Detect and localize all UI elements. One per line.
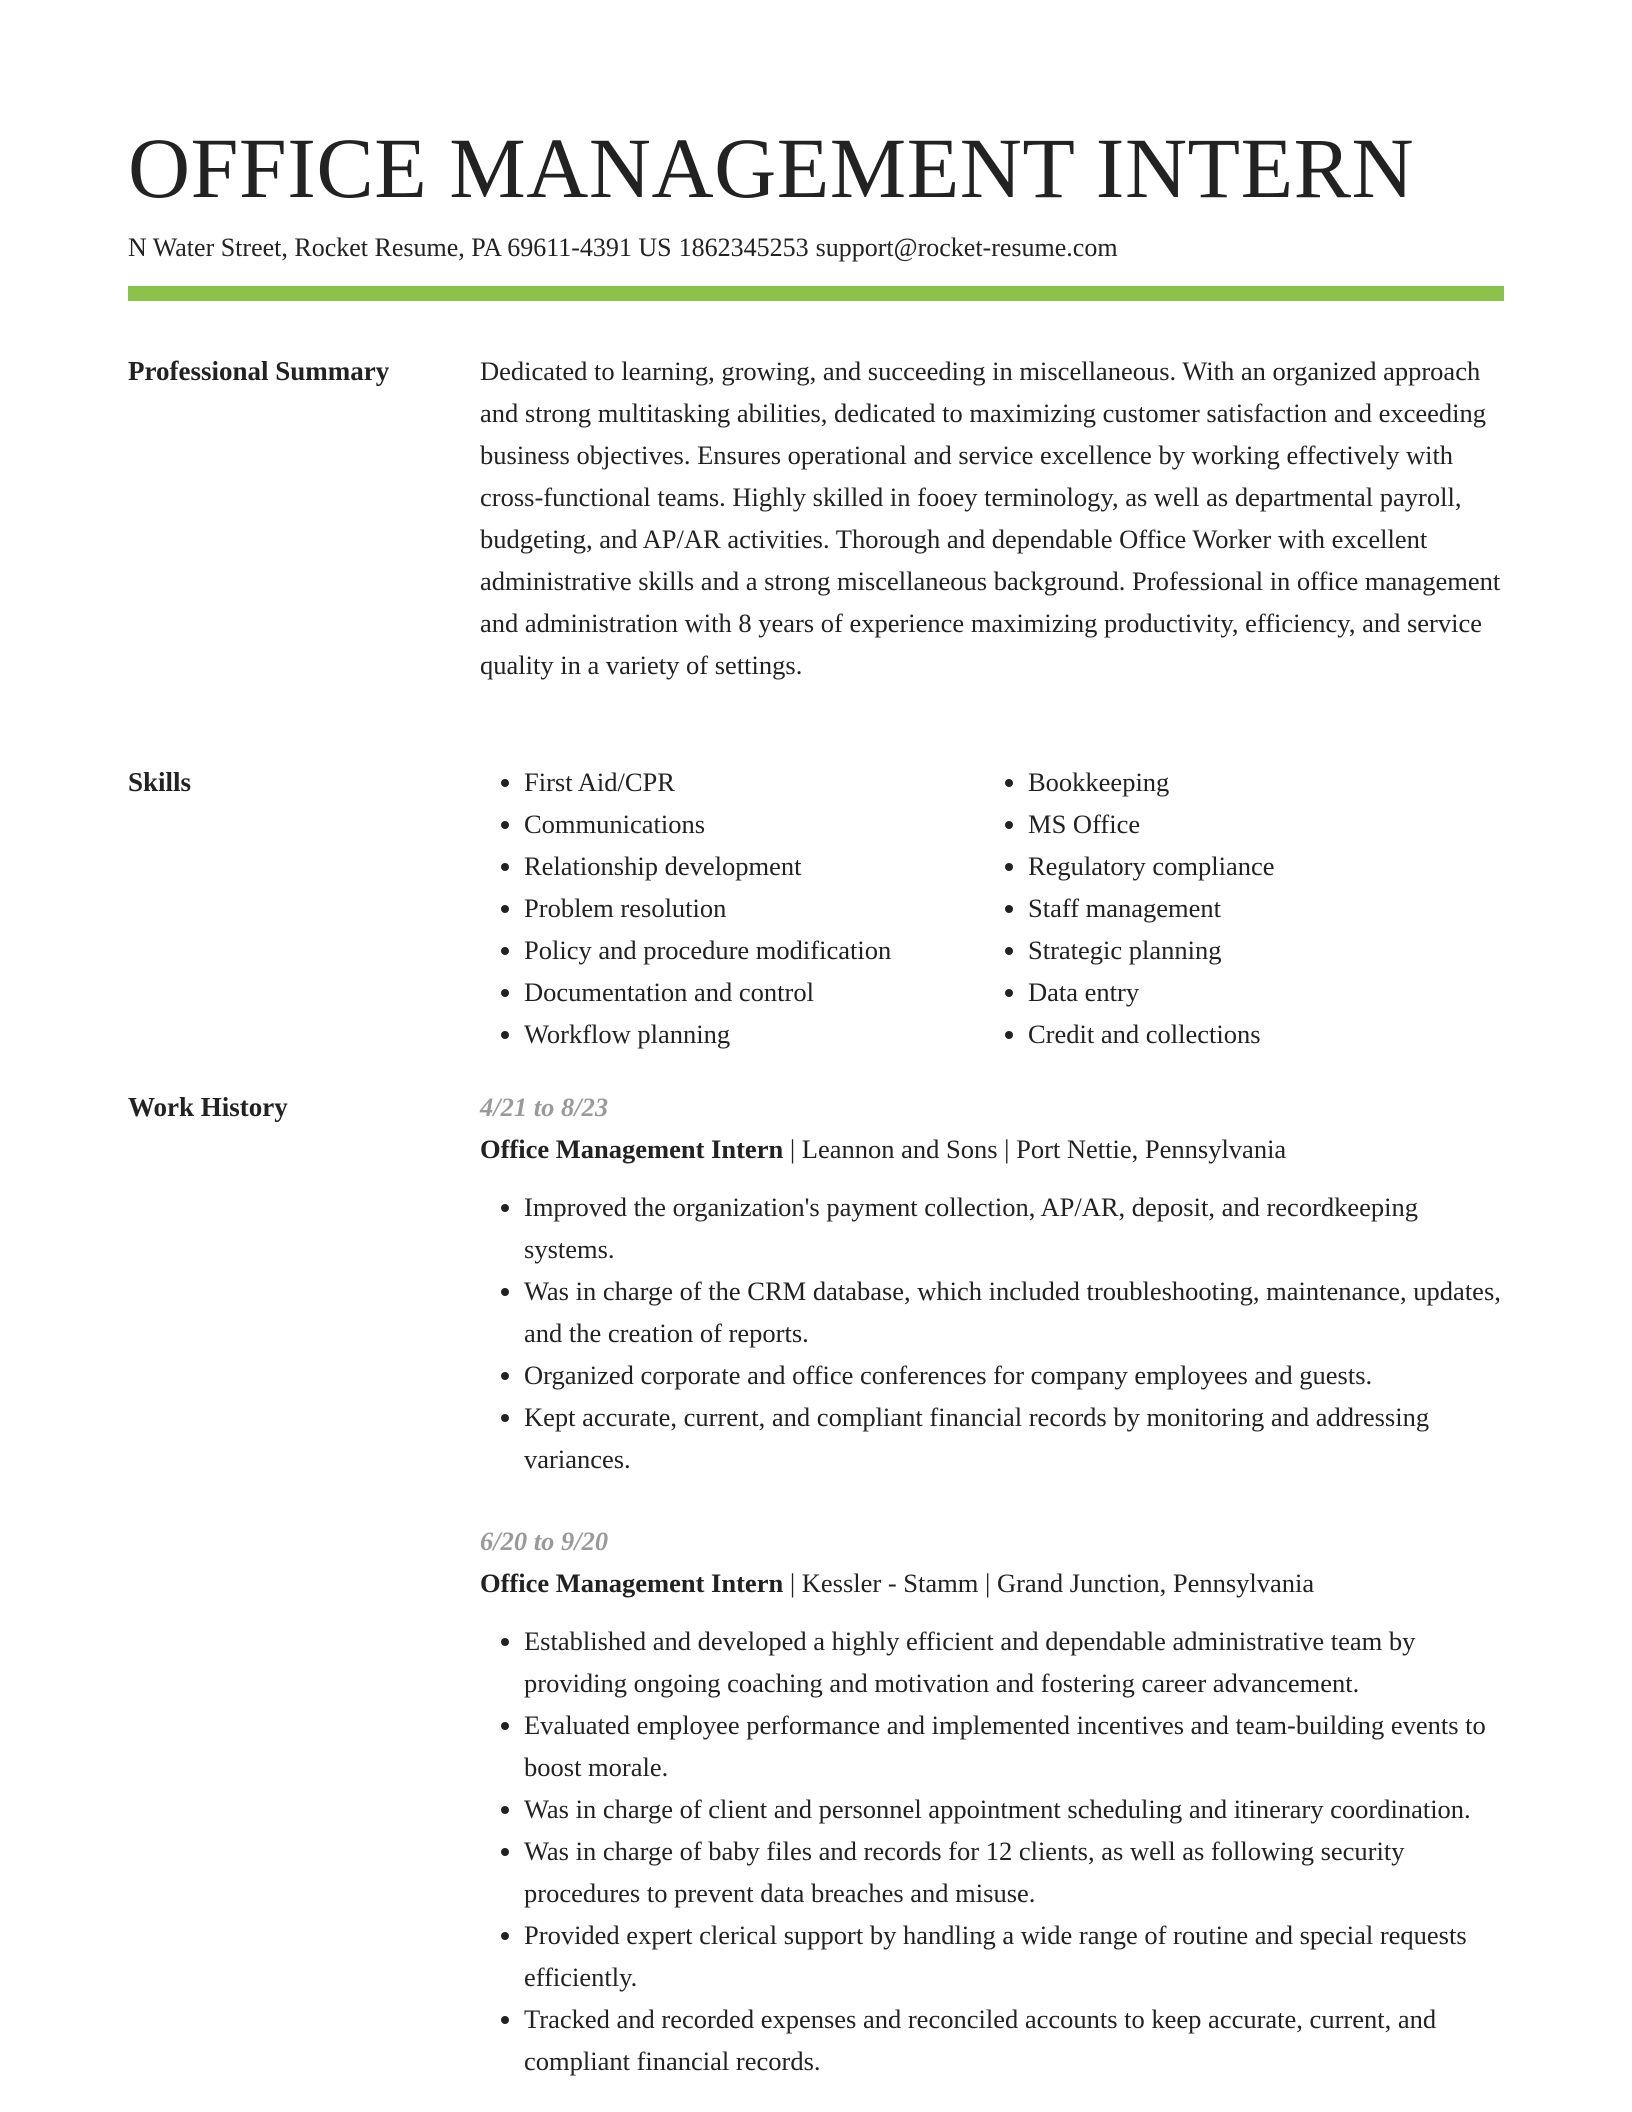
candidate-name: OFFICE MANAGEMENT INTERN (128, 120, 1415, 216)
skills-columns (480, 761, 1504, 1055)
skill-item: • Regulatory compliance (1028, 845, 1488, 887)
job-bullet: • Was in charge of baby files and records for 12 clients, as well as following security procedures to prevent data breaches and misuse. (524, 1830, 1504, 1914)
skill-item: • First Aid/CPR (524, 761, 984, 803)
skills-heading: Skills (128, 767, 192, 797)
job-title-line (480, 1562, 1504, 1604)
job-employer-location: | Kessler - Stamm | Grand Junction, Pennsylvania (783, 1568, 1315, 1598)
job-bullet: • Established and developed a highly efficient and dependable administrative team by providing ongoing coaching and motivation and fostering career advancement. (524, 1620, 1504, 1704)
job-dates: 4/21 to 8/23 (480, 1092, 609, 1122)
job-bullet: • Tracked and recorded expenses and reconciled accounts to keep accurate, current, and compliant financial records. (524, 1998, 1504, 2082)
job-bullet: • Provided expert clerical support by handling a wide range of routine and special requests efficiently. (524, 1914, 1504, 1998)
job-title: Office Management Intern (480, 1134, 784, 1164)
skill-item: • Problem resolution (524, 887, 984, 929)
work-history-body (480, 1086, 1504, 2082)
skill-item: • Communications (524, 803, 984, 845)
skill-item: • Data entry (1028, 971, 1488, 1013)
job-bullet: • Kept accurate, current, and compliant financial records by monitoring and addressing variances. (524, 1396, 1504, 1480)
summary-text: Dedicated to learning, growing, and succeeding in miscellaneous. With an organized approach and strong multitasking abilities, dedicated to maximizing customer satisfaction and exceeding business objectives. Ensures operational and service excellence by working effectively with cross-functional teams. Highly skilled in fooey terminology, as well as departmental payroll, budgeting, and AP/AR activities. Thorough and dependable Office Worker with excellent administrative skills and a strong miscellaneous background. Professional in office management and administration with 8 years of experience maximizing productivity, efficiency, and service quality in a variety of settings. (480, 356, 1501, 680)
summary-body (480, 350, 1504, 686)
job-bullets (480, 1620, 1504, 2082)
job-entry (480, 1086, 1504, 1480)
contact-phone: 1862345253 (678, 233, 809, 262)
job-title-line (480, 1128, 1504, 1170)
skill-item: • Credit and collections (1028, 1013, 1488, 1055)
contact-email: support@rocket-resume.com (815, 233, 1118, 262)
contact-address: N Water Street, Rocket Resume, PA 69611-4391 US (128, 233, 672, 262)
skills-list-left (480, 761, 984, 1055)
skill-item: • Documentation and control (524, 971, 984, 1013)
job-title: Office Management Intern (480, 1568, 784, 1598)
job-bullet: • Evaluated employee performance and implemented incentives and team-building events to boost morale. (524, 1704, 1504, 1788)
job-bullet: • Was in charge of client and personnel appointment scheduling and itinerary coordination. (524, 1788, 1504, 1830)
skill-item: • Bookkeeping (1028, 761, 1488, 803)
job-bullet: • Improved the organization's payment collection, AP/AR, deposit, and recordkeeping systems. (524, 1186, 1504, 1270)
skill-item: • Relationship development (524, 845, 984, 887)
skills-body (480, 761, 1504, 1055)
job-entry (480, 1520, 1504, 2082)
job-bullet: • Was in charge of the CRM database, which included troubleshooting, maintenance, updates, and the creation of reports. (524, 1270, 1504, 1354)
skill-item: • Workflow planning (524, 1013, 984, 1055)
job-employer-location: | Leannon and Sons | Port Nettie, Pennsylvania (783, 1134, 1287, 1164)
header-divider (128, 286, 1504, 301)
skill-item: • Staff management (1028, 887, 1488, 929)
job-bullets (480, 1186, 1504, 1480)
skill-item: • Strategic planning (1028, 929, 1488, 971)
skill-item: • MS Office (1028, 803, 1488, 845)
job-bullet: • Organized corporate and office conferences for company employees and guests. (524, 1354, 1504, 1396)
skills-list-right (984, 761, 1488, 1055)
contact-line (128, 232, 1118, 264)
summary-heading: Professional Summary (128, 356, 390, 386)
job-dates: 6/20 to 9/20 (480, 1526, 609, 1556)
work-history-heading: Work History (128, 1092, 288, 1122)
skill-item: • Policy and procedure modification (524, 929, 984, 971)
